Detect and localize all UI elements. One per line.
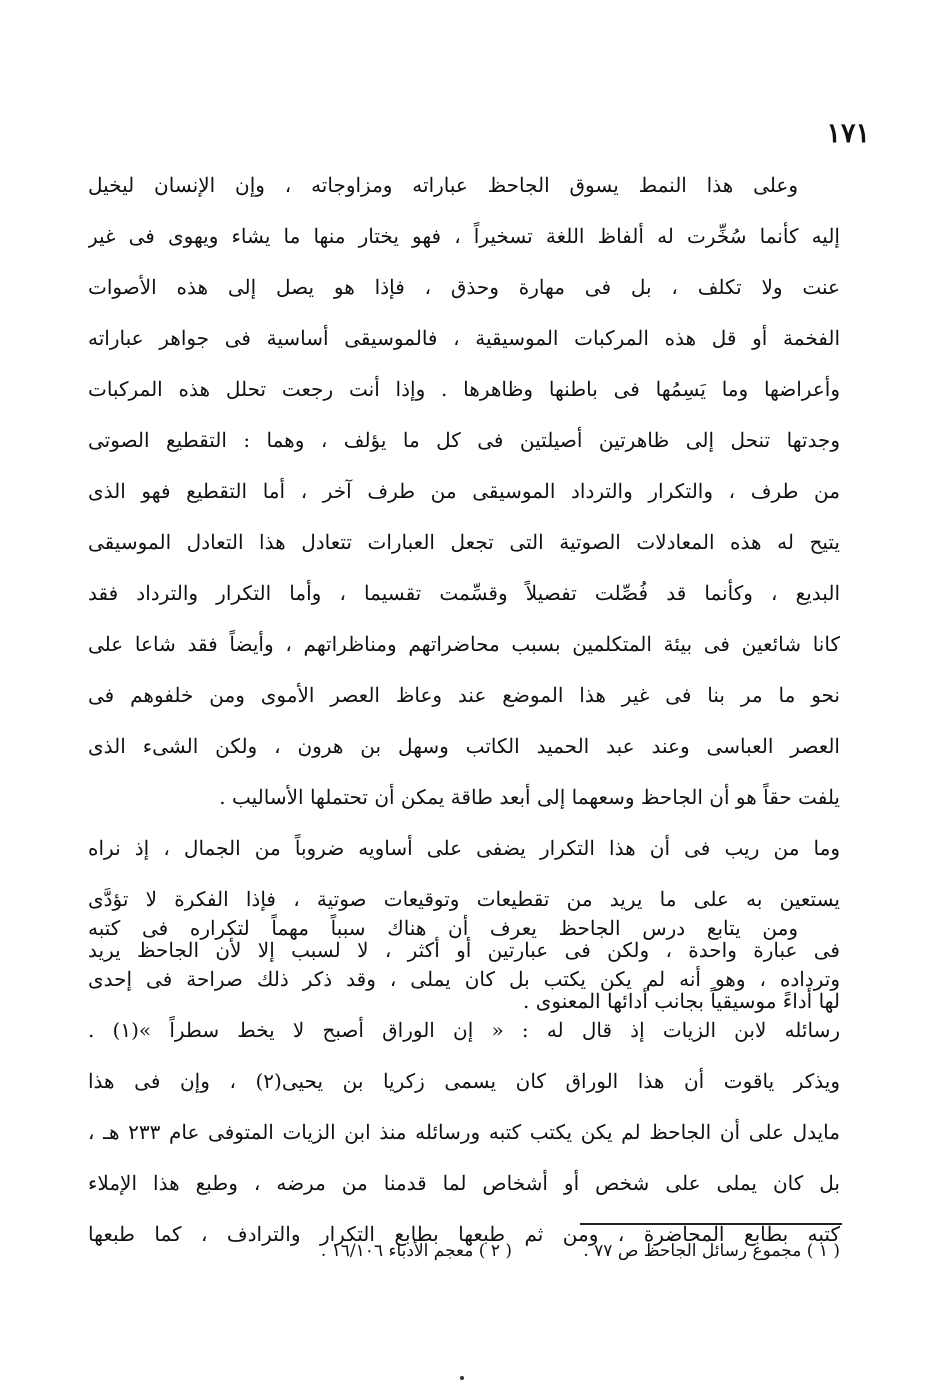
- text-line: وما من ريب فى أن هذا التكرار يضفى على أساويه ضروباً من الجمال ، إذ نراه: [88, 836, 840, 860]
- text-line: وعلى هذا النمط يسوق الجاحظ عباراته ومزاوجاته ، وإن الإنسان ليخيل: [88, 173, 798, 197]
- text-line: وجدتها تنحل إلى ظاهرتين أصيلتين فى كل ما يؤلف ، وهما : التقطيع الصوتى: [88, 428, 840, 452]
- text-line: إليه كأنما سُخِّرت له ألفاظ اللغة تسخيراً ، فهو يختار منها ما يشاء ويهوى فى غير: [88, 224, 840, 248]
- text-line: وترداده ، وهو أنه لم يكن يكتب بل كان يملى ، وقد ذكر ذلك صراحة فى إحدى: [88, 967, 840, 991]
- text-line: يلفت حقاً هو أن الجاحظ وسعهما إلى أبعد طاقة يمكن أن تحتملها الأساليب .: [219, 785, 840, 809]
- body-paragraph-1: [88, 160, 840, 1027]
- text-line: وأعراضها وما يَسِمُها فى باطنها وظاهرها . وإذا أنت رجعت تحلل هذه المركبات: [88, 377, 840, 401]
- print-mark: [460, 1376, 464, 1380]
- text-line: كانا شائعين فى بيئة المتكلمين بسبب محاضراتهم ومناظراتهم ، وأيضاً فقد شاعا على: [88, 632, 840, 656]
- text-line: لها أداءً موسيقياً بجانب أدائها المعنوى .: [523, 989, 840, 1013]
- body-paragraph-2: [88, 903, 840, 1260]
- text-line: مايدل على أن الجاحظ لم يكن يكتب كتبه ورسائله منذ ابن الزيات المتوفى عام ٢٣٣ هـ ،: [88, 1120, 840, 1144]
- text-line: العصر العباسى وعند عبد الحميد الكاتب وسهل بن هرون ، ولكن الشىء الذى: [88, 734, 840, 758]
- text-line: كتبه بطابع المحاضرة ، ومن ثم طبعها بطابع التكرار والترادف ، كما طبعها: [88, 1222, 840, 1246]
- footnote-2: ( ٢ ) معجم الأدباء ١٦/١٠٦ .: [320, 1241, 512, 1261]
- text-line: بل كان يملى على شخص أو أشخاص لما قدمنا من مرضه ، وطبع هذا الإملاء: [88, 1171, 840, 1195]
- text-line: ويذكر ياقوت أن هذا الوراق كان يسمى زكريا بن يحيى(٢) ، وإن فى هذا: [88, 1069, 840, 1093]
- page-number: ١٧١: [826, 118, 870, 149]
- text-line: من طرف ، والتكرار والترداد الموسيقى من طرف آخر ، أما التقطيع فهو الذى: [88, 479, 840, 503]
- text-line: فى عبارة واحدة ، ولكن فى عبارتين أو أكثر ، لا لسبب إلا لأن الجاحظ يريد: [88, 938, 840, 962]
- text-line: ومن يتابع درس الجاحظ يعرف أن هناك سبباً مهماً لتكراره فى كتبه: [88, 916, 798, 940]
- text-line: عنت ولا تكلف ، بل فى مهارة وحذق ، فإذا هو يصل إلى هذه الأصوات: [88, 275, 840, 299]
- text-line: يستعين به على ما يريد من تقطيعات وتوقيعات صوتية ، فإذا الفكرة لا تؤدَّى: [88, 887, 840, 911]
- text-line: يتيح له هذه المعادلات الصوتية التى تجعل العبارات تتعادل هذا التعادل الموسيقى: [88, 530, 840, 554]
- text-line: رسائله لابن الزيات إذ قال له : « إن الوراق أصبح لا يخط سطراً »(١) .: [88, 1018, 840, 1042]
- text-line: الفخمة أو قل هذه المركبات الموسيقية ، فالموسيقى أساسية فى جواهر عباراته: [88, 326, 840, 350]
- footnote-1: ( ١ ) مجموع رسائل الجاحظ ص ٧٧ .: [583, 1241, 840, 1261]
- footnote-separator: [580, 1223, 842, 1225]
- text-line: نحو ما مر بنا فى غير هذا الموضع عند وعاظ العصر الأموى ومن خلفوهم فى: [88, 683, 840, 707]
- text-line: البديع ، وكأنما قد فُصِّلت تفصيلاً وقسِّمت تقسيما ، وأما التكرار والترداد فقد: [88, 581, 840, 605]
- footnotes: [88, 1236, 840, 1266]
